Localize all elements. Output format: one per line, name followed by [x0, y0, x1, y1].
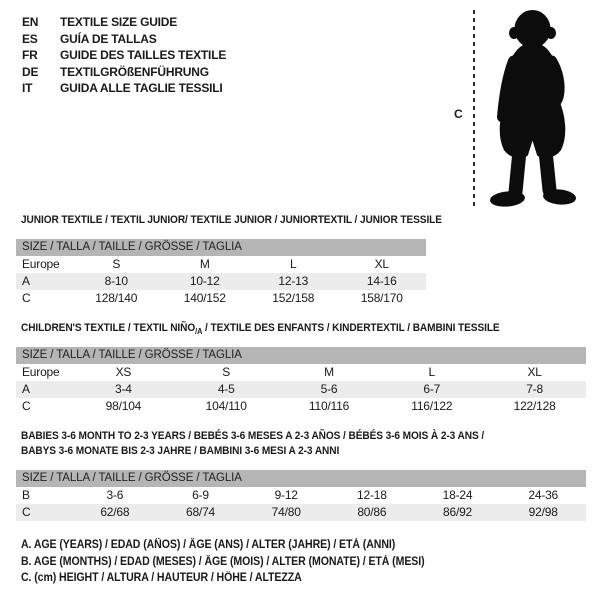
row-label: A [22, 382, 30, 396]
value-cell: 86/92 [443, 505, 473, 519]
row-label: Europe [22, 257, 60, 271]
size-header-row: SIZE / TALLA / TAILLE / GRÖSSE / TAGLIA [16, 239, 426, 256]
value-cell: XL [527, 365, 542, 379]
value-cell: 12-13 [278, 274, 309, 288]
value-cell: 116/122 [411, 399, 453, 413]
value-cell: 8-10 [104, 274, 128, 288]
row-label: Europe [22, 365, 60, 379]
value-cell: L [290, 257, 297, 271]
title-segment: / TEXTILE DES ENFANTS / KINDERTEXTIL / BAMBINI TESSILE [202, 322, 500, 334]
value-cell: 74/80 [271, 505, 301, 519]
value-cell: 4-5 [217, 382, 235, 396]
toddler-silhouette-icon [480, 8, 586, 210]
value-cell: 104/110 [205, 399, 247, 413]
language-code: FR [22, 48, 38, 62]
language-row [22, 47, 226, 64]
legend-line: B. AGE (MONTHS) / EDAD (MESES) / ÂGE (MOIS) / ALTER (MONATE) / ETÀ (MESI) [21, 555, 425, 568]
title-segment: BABIES 3-6 MONTH TO 2-3 YEARS / BEBÉS 3-6 MESES A 2-3 AÑOS / BÉBÉS 3-6 MOIS À 2-3 ANS / [21, 430, 485, 442]
value-cell: 14-16 [366, 274, 397, 288]
value-cell: 152/158 [272, 291, 315, 305]
value-cell: 92/98 [528, 505, 558, 519]
value-cell: 10-12 [189, 274, 220, 288]
title-segment: /A [195, 327, 203, 337]
value-cell: 9-12 [274, 488, 298, 502]
height-measure-label: C [454, 107, 463, 121]
size-table [16, 347, 586, 415]
table-row [16, 290, 426, 307]
value-cell: L [428, 365, 436, 379]
value-cell: 62/68 [100, 505, 130, 519]
value-cell: 128/140 [95, 291, 138, 305]
value-cell: XS [115, 365, 132, 379]
table-row [16, 487, 586, 504]
height-dashed-line [473, 10, 475, 208]
legend-line: A. AGE (YEARS) / EDAD (AÑOS) / ÂGE (ANS) / ALTER (JAHRE) / ETÀ (ANNI) [21, 539, 396, 551]
table-row [16, 398, 586, 415]
value-cell: 3-4 [115, 382, 132, 396]
section-title [21, 213, 541, 228]
value-cell: 98/104 [105, 399, 142, 413]
size-section [16, 429, 586, 521]
value-cell: 140/152 [183, 291, 226, 305]
title-segment: CHILDREN'S TEXTILE / TEXTIL NIÑO [21, 322, 196, 334]
value-cell: 3-6 [106, 488, 124, 502]
legend-line: C. (cm) HEIGHT / ALTURA / HAUTEUR / HÖHE / ALTEZZA [21, 572, 302, 584]
row-label: B [22, 488, 30, 502]
guide-title-en: TEXTILE SIZE GUIDE [60, 15, 178, 29]
language-code: DE [22, 64, 39, 79]
size-table [16, 470, 586, 521]
language-code: ES [22, 31, 38, 46]
language-row [22, 80, 226, 97]
guide-title-fr: GUIDE DES TAILLES TEXTILE [60, 48, 227, 62]
value-cell: 6-7 [423, 382, 441, 396]
section-title-line [21, 444, 541, 459]
language-row [22, 14, 226, 31]
title-segment: JUNIOR TEXTILE / TEXTIL JUNIOR/ TEXTILE JUNIOR / JUNIORTEXTIL / JUNIOR TESSILE [21, 214, 442, 226]
guide-title-header [22, 14, 226, 97]
row-label: C [22, 399, 31, 413]
value-cell: XL [374, 257, 389, 271]
guide-title-it: GUIDA ALLE TAGLIE TESSILI [60, 81, 223, 95]
value-cell: 68/74 [185, 505, 216, 519]
value-cell: 18-24 [442, 488, 473, 502]
value-cell: M [199, 257, 210, 271]
title-segment: BABYS 3-6 MONATE BIS 2-3 JAHRE / BAMBINI 3-6 MESI A 2-3 ANNI [21, 445, 340, 457]
size-header-row: SIZE / TALLA / TAILLE / GRÖSSE / TAGLIA [16, 347, 586, 364]
row-label: A [22, 274, 30, 288]
value-cell: 6-9 [192, 488, 209, 502]
value-cell: 158/170 [360, 291, 403, 305]
row-label: C [22, 505, 31, 519]
size-section [16, 213, 586, 307]
guide-title-es: GUÍA DE TALLAS [60, 31, 157, 46]
value-cell: M [324, 365, 334, 379]
section-title-line [21, 429, 541, 444]
section-title-line [21, 321, 541, 336]
table-row [16, 381, 586, 398]
height-measure-figure [450, 8, 590, 214]
language-code: IT [22, 81, 33, 95]
value-cell: S [112, 257, 121, 271]
row-label: C [22, 291, 31, 305]
section-title [21, 321, 541, 336]
size-tables [16, 213, 586, 535]
value-cell: S [222, 365, 231, 379]
value-cell: 5-6 [320, 382, 338, 396]
table-row [16, 504, 586, 521]
size-table [16, 239, 426, 307]
table-row [16, 256, 426, 273]
table-row [16, 273, 426, 290]
legend [21, 537, 460, 587]
section-title-line [21, 213, 541, 228]
section-title [21, 429, 541, 459]
value-cell: 24-36 [528, 488, 559, 502]
guide-title-de: TEXTILGRÖßENFÜHRUNG [60, 64, 209, 79]
language-list [22, 14, 226, 97]
language-row [22, 31, 226, 48]
value-cell: 7-8 [526, 382, 543, 396]
value-cell: 12-18 [357, 488, 387, 502]
value-cell: 110/116 [308, 399, 350, 413]
size-section [16, 321, 586, 415]
value-cell: 80/86 [357, 505, 387, 519]
table-row [16, 364, 586, 381]
size-header-row: SIZE / TALLA / TAILLE / GRÖSSE / TAGLIA [16, 470, 586, 487]
value-cell: 122/128 [513, 399, 556, 413]
language-row [22, 64, 226, 81]
language-code: EN [22, 15, 39, 29]
